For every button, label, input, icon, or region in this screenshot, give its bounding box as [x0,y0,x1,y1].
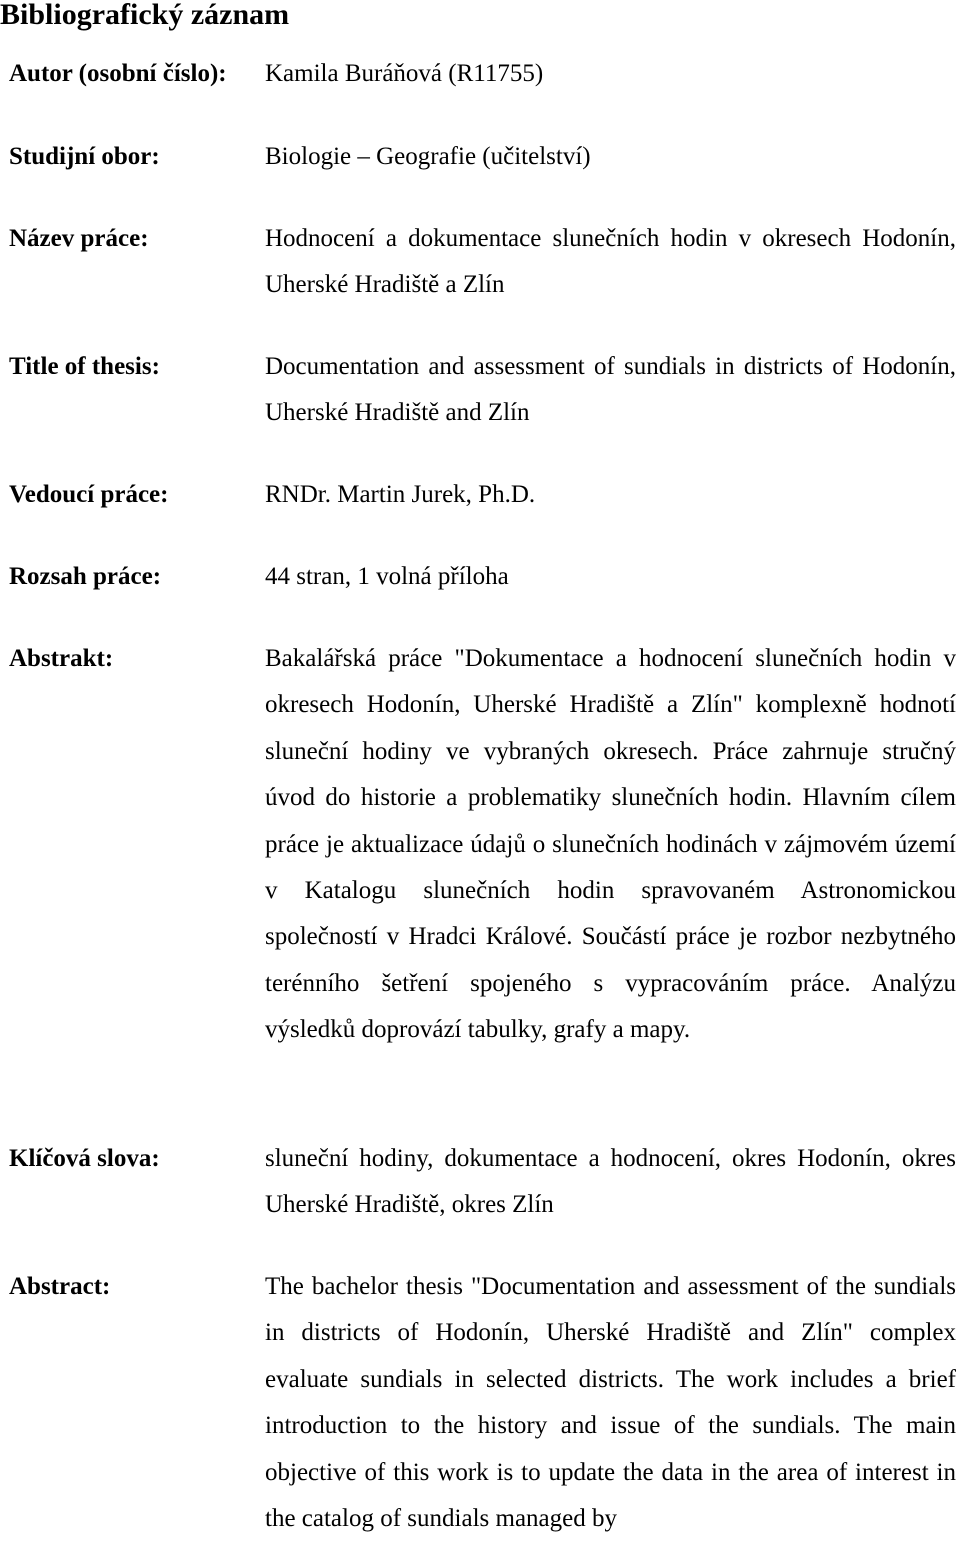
abstract-en-value: The bachelor thesis "Documentation and assessment of the sundials in districts of Hodonín, Uherské Hradiště and Zlín" complex evaluate sundials in selected districts. The work includes a brief introduction to the history and issue of the sundials. The main objective of this work is to update the data in the area of interest in the catalog of sundials managed by [265,1273,956,1533]
study-field-value: Biologie – Geografie (učitelství) [265,143,591,170]
keywords-label: Klíčová slova: [9,1145,160,1172]
extent-value: 44 stran, 1 volná příloha [265,563,509,590]
title-cz-label: Název práce: [9,225,149,252]
abstract-cz-value: Bakalářská práce "Dokumentace a hodnocení slunečních hodin v okresech Hodonín, Uherské Hradiště a Zlín" komplexně hodnotí sluneční hodiny ve vybraných okresech. Práce zahrnuje stručný úvod do historie a problematiky slunečních hodin. Hlavním cílem práce je aktualizace údajů o slunečních hodinách v zájmovém území v Katalogu slunečních hodin spravovaném Astronomickou společností v Hradci Králové. Součástí práce je rozbor nezbytného terénního šetření spojeného s vypracováním práce. Analýzu výsledků doprovází tabulky, grafy a mapy. [265,645,956,1044]
title-en-value: Documentation and assessment of sundials in districts of Hodonín, Uherské Hradiště and Zlín [265,353,956,427]
page-title: Bibliografický záznam [0,0,290,31]
abstract-cz-label: Abstrakt: [9,645,114,672]
abstract-en-label: Abstract: [9,1273,111,1300]
keywords-value: sluneční hodiny, dokumentace a hodnocení, okres Hodonín, okres Uherské Hradiště, okres Zlín [265,1145,956,1219]
author-value: Kamila Buráňová (R11755) [265,60,544,87]
author-label: Autor (osobní číslo): [9,60,227,87]
supervisor-label: Vedoucí práce: [9,481,169,508]
supervisor-value: RNDr. Martin Jurek, Ph.D. [265,481,536,508]
study-field-label: Studijní obor: [9,143,160,170]
extent-label: Rozsah práce: [9,563,162,590]
title-cz-value: Hodnocení a dokumentace slunečních hodin v okresech Hodonín, Uherské Hradiště a Zlín [265,225,956,299]
title-en-label: Title of thesis: [9,353,160,380]
